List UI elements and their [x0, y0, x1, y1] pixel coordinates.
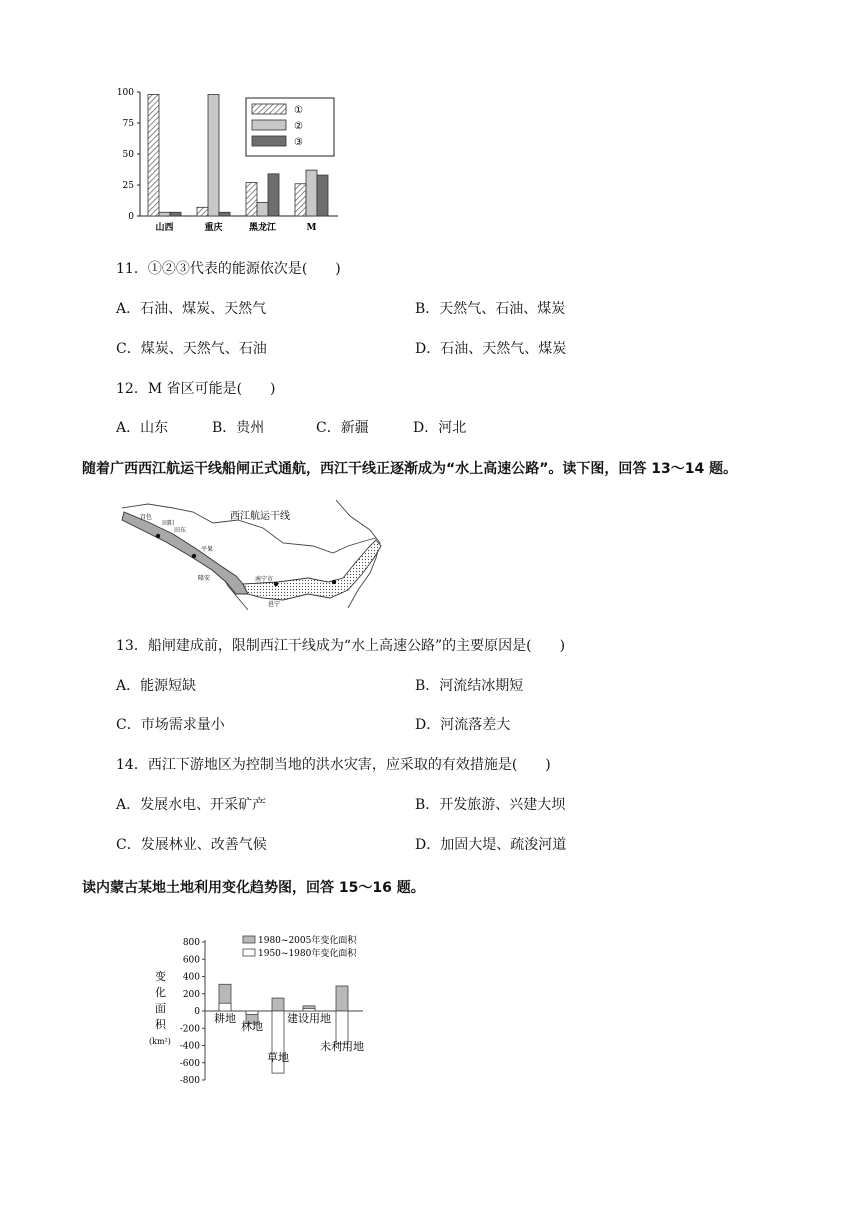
- question-13-option-d: D．河流落差大: [415, 717, 511, 733]
- legend-swatch-early: [243, 949, 255, 956]
- x-tick-label: 山西: [155, 223, 174, 233]
- y-tick-label: 800: [182, 938, 200, 948]
- energy-bar-chart: [110, 80, 350, 235]
- xijiang-route-map: [118, 498, 388, 613]
- section-intro-xijiang: 随着广西西江航运干线船闸正式通航，西江干线正逐渐成为“水上高速公路”。读下图，回答 13～14 题。: [82, 461, 738, 477]
- question-11-stem: 11．①②③代表的能源依次是( ): [116, 261, 341, 277]
- legend-label: ①: [294, 105, 303, 116]
- y-tick-label: 100: [116, 88, 134, 98]
- category-label: 建设用地: [287, 1012, 331, 1025]
- y-tick-label: 0: [128, 212, 134, 222]
- bar-建设用地-early: [303, 1008, 315, 1011]
- map-place-yongning: 邕宁: [268, 601, 281, 608]
- bar-M-3: [317, 175, 328, 216]
- x-tick-label: 重庆: [204, 223, 223, 233]
- x-tick-label: M: [306, 223, 317, 233]
- question-14-option-c: C．发展林业、改善气候: [116, 837, 267, 853]
- map-place-longan: 隆安: [198, 575, 211, 582]
- category-label: 林地: [241, 1020, 263, 1033]
- question-13-option-a: A．能源短缺: [116, 678, 197, 694]
- y-tick-label: -800: [179, 1076, 200, 1085]
- bar-重庆-3: [219, 212, 230, 216]
- question-11-option-d: D．石油、天然气、煤炭: [415, 341, 567, 357]
- y-tick-label: 50: [122, 150, 134, 160]
- question-14-stem: 14．西江下游地区为控制当地的洪水灾害，应采取的有效措施是( ): [116, 757, 551, 773]
- y-tick-label: 0: [194, 1007, 200, 1017]
- question-11-option-b: B．天然气、石油、煤炭: [415, 301, 566, 317]
- y-tick-label: 75: [122, 119, 134, 129]
- y-axis-unit: (km²): [149, 1037, 171, 1046]
- y-tick-label: 600: [182, 955, 200, 966]
- map-title: 西江航运干线: [230, 511, 290, 522]
- y-axis-label-char: 积: [155, 1018, 166, 1031]
- legend-swatch: [252, 136, 286, 146]
- legend-label: ③: [294, 137, 303, 148]
- y-axis-label-char: 化: [155, 986, 166, 999]
- bar-林地-early: [246, 1011, 258, 1014]
- legend-label-early: 1950~1980年变化面积: [258, 949, 357, 959]
- bar-重庆-2: [208, 94, 219, 216]
- category-label: 未利用地: [320, 1040, 364, 1053]
- y-tick-label: 200: [182, 989, 200, 1000]
- bar-耕地-early: [219, 1003, 231, 1011]
- bar-重庆-1: [197, 207, 208, 216]
- question-12-option-a: A．山东: [116, 420, 169, 436]
- question-14-option-b: B．开发旅游、兴建大坝: [415, 797, 566, 813]
- map-place-tianyang: 田阳: [162, 520, 175, 527]
- bar-山西-2: [159, 212, 170, 216]
- bar-黑龙江-2: [257, 202, 268, 216]
- y-tick-label: -600: [179, 1058, 200, 1069]
- legend-label: ②: [294, 121, 303, 132]
- bar-山西-3: [170, 212, 181, 216]
- y-tick-label: -400: [179, 1041, 200, 1052]
- landuse-change-chart: [145, 930, 380, 1085]
- y-tick-label: -200: [179, 1024, 200, 1035]
- question-13-option-b: B．河流结冰期短: [415, 678, 524, 694]
- question-12-option-c: C．新疆: [316, 420, 369, 436]
- question-11-option-a: A．石油、煤炭、天然气: [116, 301, 267, 317]
- question-14-option-d: D．加固大堤、疏浚河道: [415, 837, 567, 853]
- legend-swatch: [252, 120, 286, 130]
- bar-未利用地-recent: [336, 986, 348, 1011]
- y-axis-label-char: 面: [155, 1002, 166, 1015]
- category-label: 耕地: [214, 1012, 236, 1025]
- bar-黑龙江-3: [268, 174, 279, 216]
- legend-label-recent: 1980~2005年变化面积: [258, 936, 357, 946]
- question-13-stem: 13．船闸建成前，限制西江干线成为“水上高速公路”的主要原因是( ): [116, 638, 566, 654]
- bar-山西-1: [148, 94, 159, 216]
- category-label: 草地: [267, 1051, 289, 1064]
- question-12-option-b: B．贵州: [212, 420, 265, 436]
- y-tick-label: 400: [182, 972, 200, 983]
- question-12-stem: 12．M 省区可能是( ): [116, 381, 276, 397]
- y-axis-label-char: 变: [155, 970, 166, 983]
- map-place-tiandong: 田东: [174, 527, 187, 534]
- bar-黑龙江-1: [246, 183, 257, 216]
- bar-M-1: [295, 184, 306, 216]
- map-place-pingguo: 平果: [201, 546, 214, 553]
- question-13-option-c: C．市场需求量小: [116, 717, 225, 733]
- map-place-nanning: 南宁市: [255, 576, 274, 583]
- map-place-baise: 百色: [140, 514, 153, 521]
- legend-swatch: [252, 104, 286, 114]
- y-tick-label: 25: [122, 181, 134, 191]
- section-intro-landuse: 读内蒙古某地土地利用变化趋势图，回答 15～16 题。: [82, 880, 425, 896]
- question-11-option-c: C．煤炭、天然气、石油: [116, 341, 267, 357]
- bar-草地-recent: [272, 998, 284, 1011]
- x-tick-label: 黑龙江: [248, 223, 277, 233]
- bar-M-2: [306, 170, 317, 216]
- question-12-option-d: D．河北: [413, 420, 467, 436]
- bar-未利用地-early: [336, 1011, 348, 1044]
- legend-swatch-recent: [243, 936, 255, 943]
- question-14-option-a: A．发展水电、开采矿产: [116, 797, 267, 813]
